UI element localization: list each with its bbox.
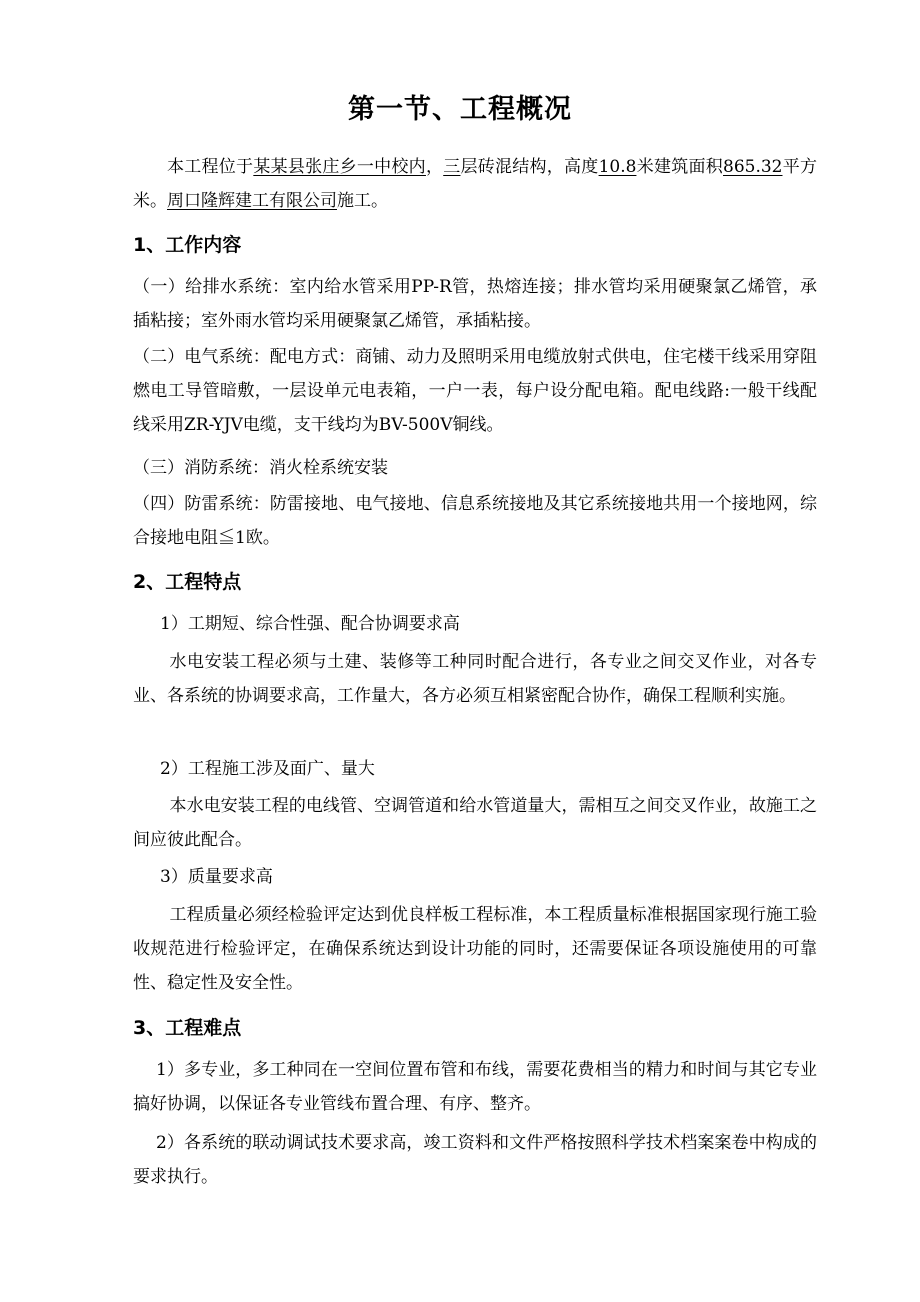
work-item-lightning: （四）防雷系统：防雷接地、电气接地、信息系统接地及其它系统接地共用一个接地网，综合接地电阻≦1欧。: [133, 494, 817, 548]
difficulty-text-1: 1）多专业，多工种同在一空间位置布管和布线，需要花费相当的精力和时间与其它专业搞好协调，以保证各专业管线布置合理、有序、整齐。: [133, 1060, 817, 1114]
work-item-fire: （三）消防系统：消火栓系统安装: [133, 458, 388, 478]
feature-text-2: 本水电安装工程的电线管、空调管道和给水管道量大，需相互之间交叉作业，故施工之间应彼此配合。: [133, 796, 817, 850]
floor-count: 三: [443, 157, 461, 177]
feature-subheading-1: 1）工期短、综合性强、配合协调要求高: [160, 614, 460, 634]
work-item-plumbing: （一）给排水系统：室内给水管采用PP-R管，热熔连接；排水管均采用硬聚氯乙烯管，承插粘接；室外雨水管均采用硬聚氯乙烯管，承插粘接。: [133, 277, 817, 331]
construction-company: 周口隆辉建工有限公司: [167, 191, 337, 211]
building-area: 865.32: [723, 157, 783, 177]
intro-text-1: 本工程位于: [167, 157, 254, 177]
intro-text-3: 层砖混结构，高度: [460, 157, 599, 177]
intro-text-5: 平方米。: [133, 157, 818, 211]
feature-subheading-3: 3）质量要求高: [160, 867, 273, 887]
section-heading-difficulties: 3、工程难点: [133, 1017, 242, 1039]
feature-text-3: 工程质量必须经检验评定达到优良样板工程标准，本工程质量标准根据国家现行施工验收规范进行检验评定，在确保系统达到设计功能的同时，还需要保证各项设施使用的可靠性、稳定性及安全性。: [133, 905, 817, 993]
building-height: 10.8: [598, 157, 637, 177]
intro-paragraph: [133, 150, 817, 218]
project-location: 某某县张庄乡一中校内: [253, 157, 426, 177]
intro-text-2: ，: [425, 157, 444, 177]
difficulty-text-2: 2）各系统的联动调试技术要求高，竣工资料和文件严格按照科学技术档案案卷中构成的要求执行。: [133, 1133, 817, 1187]
work-item-electrical: （二）电气系统：配电方式：商铺、动力及照明采用电缆放射式供电，住宅楼干线采用穿阻燃电工导管暗敷，一层设单元电表箱，一户一表，每户设分配电箱。配电线路:一般干线配线采用ZR-YJV电缆，支干线均为BV-500V铜线。: [133, 347, 817, 435]
intro-text-4: 米建筑面积: [636, 157, 724, 177]
feature-text-1: 水电安装工程必须与土建、装修等工种同时配合进行，各专业之间交叉作业，对各专业、各系统的协调要求高，工作量大，各方必须互相紧密配合协作，确保工程顺利实施。: [133, 652, 817, 706]
section-heading-features: 2、工程特点: [133, 571, 242, 593]
section-heading-work-content: 1、工作内容: [133, 234, 242, 256]
feature-subheading-2: 2）工程施工涉及面广、量大: [160, 759, 375, 779]
page-title: 第一节、工程概况: [348, 94, 572, 125]
intro-text-6: 施工。: [337, 191, 388, 211]
